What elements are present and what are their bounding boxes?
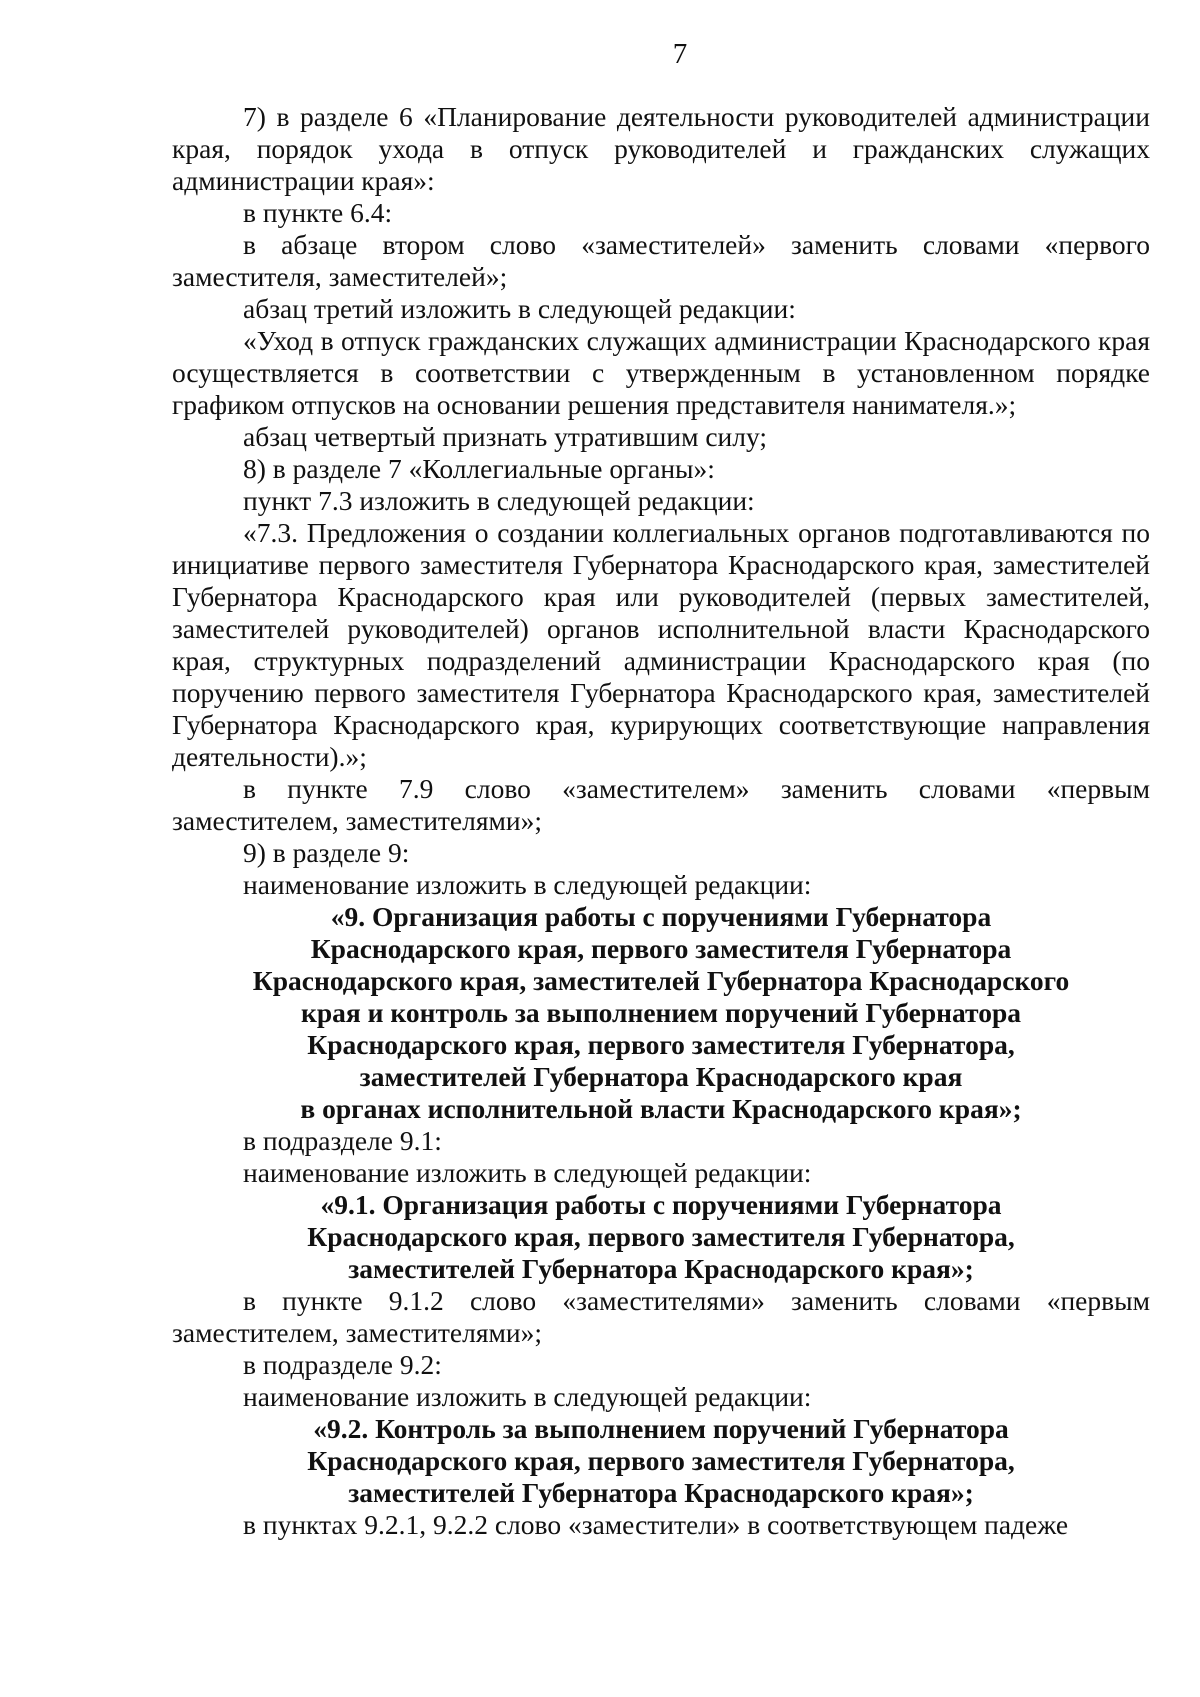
paragraph: «7.3. Предложения о создании коллегиальных органов подготавливаются по инициативе первого заместителя Губернатора Краснодарского края, заместителей Губернатора Краснодарского края или руководителей (первых заместителей, заместителей руководителей) органов исполнительной власти Краснодарского края, структурных подразделений администрации Краснодарского края (по поручению первого заместителя Губернатора Краснодарского края, заместителей Губернатора Краснодарского края, курирующих соответствующие направления деятельности).»; <box>172 517 1150 772</box>
paragraph: в пункте 6.4: <box>243 197 393 228</box>
paragraph: абзац четвертый признать утратившим силу; <box>243 421 768 452</box>
section-heading-line: заместителей Губернатора Краснодарского края»; <box>348 1253 974 1284</box>
paragraph: 9) в разделе 9: <box>243 837 410 868</box>
section-heading-line: Краснодарского края, первого заместителя Губернатора, <box>307 1221 1015 1252</box>
paragraph: в пункте 7.9 слово «заместителем» заменить словами «первым заместителем, заместителями»; <box>172 773 1150 836</box>
paragraph: 8) в разделе 7 «Коллегиальные органы»: <box>243 453 715 484</box>
section-heading-line: «9.2. Контроль за выполнением поручений Губернатора <box>313 1413 1009 1444</box>
paragraph: в подразделе 9.1: <box>243 1125 442 1156</box>
paragraph: абзац третий изложить в следующей редакции: <box>243 293 796 324</box>
paragraph: в пунктах 9.2.1, 9.2.2 слово «заместители» в соответствующем падеже <box>243 1509 1069 1540</box>
paragraph: в подразделе 9.2: <box>243 1349 442 1380</box>
section-heading-line: «9. Организация работы с поручениями Губернатора <box>330 901 992 932</box>
section-heading-line: в органах исполнительной власти Краснодарского края»; <box>300 1093 1022 1124</box>
section-heading-line: Краснодарского края, первого заместителя Губернатора, <box>307 1445 1015 1476</box>
paragraph: 7) в разделе 6 «Планирование деятельности руководителей администрации края, порядок ухода в отпуск руководителей и гражданских служащих администрации края»: <box>172 101 1150 196</box>
section-heading-line: заместителей Губернатора Краснодарского края <box>359 1061 963 1092</box>
paragraph: «Уход в отпуск гражданских служащих администрации Краснодарского края осуществляется в соответствии с утвержденным в установленном порядке графиком отпусков на основании решения представителя нанимателя.»; <box>172 325 1150 420</box>
section-heading-line: заместителей Губернатора Краснодарского края»; <box>348 1477 974 1508</box>
section-heading-line: края и контроль за выполнением поручений Губернатора <box>301 997 1021 1028</box>
paragraph: наименование изложить в следующей редакции: <box>243 1157 812 1188</box>
section-heading-line: Краснодарского края, заместителей Губернатора Краснодарского <box>252 965 1070 996</box>
paragraph: пункт 7.3 изложить в следующей редакции: <box>243 485 755 516</box>
paragraph: наименование изложить в следующей редакции: <box>243 869 812 900</box>
section-heading-line: Краснодарского края, первого заместителя Губернатора <box>310 933 1012 964</box>
paragraph: в пункте 9.1.2 слово «заместителями» заменить словами «первым заместителем, заместителями»; <box>172 1285 1150 1348</box>
section-heading-line: «9.1. Организация работы с поручениями Губернатора <box>320 1189 1002 1220</box>
section-heading-line: Краснодарского края, первого заместителя Губернатора, <box>307 1029 1015 1060</box>
document-body <box>172 101 1150 1541</box>
paragraph: наименование изложить в следующей редакции: <box>243 1381 812 1412</box>
paragraph: в абзаце втором слово «заместителей» заменить словами «первого заместителя, заместителей»; <box>172 229 1150 292</box>
page-number: 7 <box>672 38 688 70</box>
